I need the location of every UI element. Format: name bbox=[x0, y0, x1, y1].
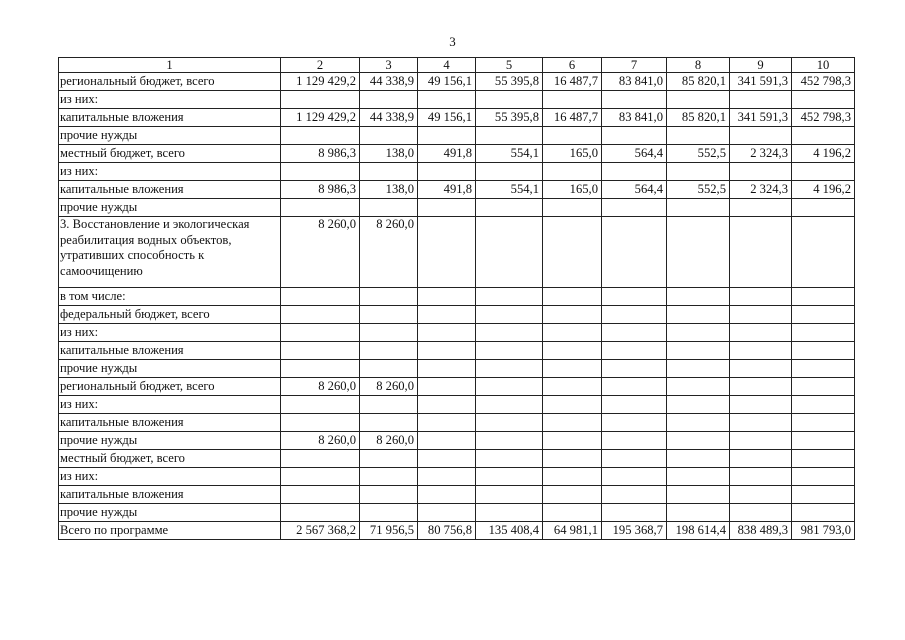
value-cell bbox=[602, 468, 667, 486]
table-row bbox=[59, 145, 855, 163]
value-cell bbox=[476, 127, 543, 145]
value-cell bbox=[792, 414, 855, 432]
value-cell bbox=[730, 504, 792, 522]
value-cell bbox=[730, 306, 792, 324]
value-cell bbox=[730, 199, 792, 217]
value-cell bbox=[418, 468, 476, 486]
value-cell: 8 986,3 bbox=[281, 181, 360, 199]
value-cell bbox=[602, 217, 667, 288]
value-cell bbox=[476, 324, 543, 342]
value-cell bbox=[418, 324, 476, 342]
value-cell: 83 841,0 bbox=[602, 73, 667, 91]
value-cell bbox=[281, 199, 360, 217]
value-cell: 138,0 bbox=[360, 181, 418, 199]
value-cell bbox=[360, 342, 418, 360]
row-label: региональный бюджет, всего bbox=[59, 378, 281, 396]
value-cell bbox=[281, 127, 360, 145]
value-cell bbox=[360, 360, 418, 378]
value-cell bbox=[476, 432, 543, 450]
value-cell bbox=[476, 360, 543, 378]
value-cell bbox=[730, 378, 792, 396]
value-cell: 552,5 bbox=[667, 145, 730, 163]
value-cell: 452 798,3 bbox=[792, 73, 855, 91]
value-cell bbox=[543, 486, 602, 504]
value-cell bbox=[476, 306, 543, 324]
value-cell bbox=[476, 396, 543, 414]
value-cell bbox=[792, 199, 855, 217]
value-cell bbox=[543, 504, 602, 522]
value-cell bbox=[476, 468, 543, 486]
value-cell bbox=[543, 360, 602, 378]
value-cell bbox=[418, 360, 476, 378]
value-cell: 44 338,9 bbox=[360, 109, 418, 127]
value-cell: 8 260,0 bbox=[360, 217, 418, 288]
value-cell bbox=[543, 414, 602, 432]
value-cell: 2 567 368,2 bbox=[281, 522, 360, 540]
row-label: прочие нужды bbox=[59, 127, 281, 145]
value-cell: 491,8 bbox=[418, 181, 476, 199]
value-cell: 838 489,3 bbox=[730, 522, 792, 540]
table-row bbox=[59, 504, 855, 522]
value-cell bbox=[792, 306, 855, 324]
value-cell bbox=[418, 288, 476, 306]
table-row bbox=[59, 324, 855, 342]
row-label: прочие нужды bbox=[59, 504, 281, 522]
value-cell bbox=[667, 432, 730, 450]
value-cell bbox=[281, 360, 360, 378]
value-cell bbox=[543, 199, 602, 217]
value-cell bbox=[730, 360, 792, 378]
value-cell: 55 395,8 bbox=[476, 73, 543, 91]
value-cell: 1 129 429,2 bbox=[281, 109, 360, 127]
table-row bbox=[59, 450, 855, 468]
value-cell: 8 260,0 bbox=[281, 217, 360, 288]
page-number: 3 bbox=[449, 34, 456, 49]
value-cell bbox=[602, 127, 667, 145]
value-cell bbox=[602, 396, 667, 414]
value-cell: 165,0 bbox=[543, 145, 602, 163]
value-cell: 564,4 bbox=[602, 145, 667, 163]
value-cell bbox=[418, 217, 476, 288]
value-cell bbox=[543, 288, 602, 306]
value-cell bbox=[281, 324, 360, 342]
value-cell: 138,0 bbox=[360, 145, 418, 163]
value-cell bbox=[476, 486, 543, 504]
value-cell: 554,1 bbox=[476, 145, 543, 163]
value-cell bbox=[281, 468, 360, 486]
value-cell: 44 338,9 bbox=[360, 73, 418, 91]
value-cell bbox=[667, 288, 730, 306]
table-row bbox=[59, 127, 855, 145]
table-row bbox=[59, 306, 855, 324]
value-cell bbox=[730, 91, 792, 109]
table-row bbox=[59, 199, 855, 217]
value-cell bbox=[792, 396, 855, 414]
value-cell bbox=[281, 306, 360, 324]
value-cell bbox=[792, 486, 855, 504]
value-cell bbox=[730, 396, 792, 414]
value-cell bbox=[543, 217, 602, 288]
row-label: капитальные вложения bbox=[59, 486, 281, 504]
value-cell bbox=[667, 360, 730, 378]
value-cell bbox=[730, 288, 792, 306]
value-cell bbox=[543, 468, 602, 486]
value-cell: 554,1 bbox=[476, 181, 543, 199]
table-row bbox=[59, 432, 855, 450]
value-cell bbox=[476, 504, 543, 522]
value-cell: 8 260,0 bbox=[360, 432, 418, 450]
value-cell bbox=[667, 378, 730, 396]
value-cell bbox=[667, 306, 730, 324]
value-cell: 83 841,0 bbox=[602, 109, 667, 127]
value-cell bbox=[667, 468, 730, 486]
value-cell bbox=[281, 342, 360, 360]
value-cell: 981 793,0 bbox=[792, 522, 855, 540]
value-cell bbox=[360, 414, 418, 432]
value-cell: 8 260,0 bbox=[281, 378, 360, 396]
value-cell bbox=[418, 486, 476, 504]
value-cell bbox=[360, 288, 418, 306]
value-cell bbox=[730, 163, 792, 181]
value-cell bbox=[360, 486, 418, 504]
value-cell bbox=[543, 91, 602, 109]
value-cell: 341 591,3 bbox=[730, 109, 792, 127]
row-label: капитальные вложения bbox=[59, 342, 281, 360]
budget-table bbox=[58, 57, 855, 540]
value-cell bbox=[602, 450, 667, 468]
value-cell: 2 324,3 bbox=[730, 145, 792, 163]
value-cell bbox=[792, 342, 855, 360]
value-cell bbox=[360, 468, 418, 486]
value-cell bbox=[418, 306, 476, 324]
column-header: 8 bbox=[667, 58, 730, 73]
table-row bbox=[59, 468, 855, 486]
value-cell: 16 487,7 bbox=[543, 73, 602, 91]
value-cell bbox=[281, 504, 360, 522]
value-cell bbox=[418, 504, 476, 522]
row-label: местный бюджет, всего bbox=[59, 450, 281, 468]
value-cell bbox=[281, 288, 360, 306]
value-cell bbox=[281, 450, 360, 468]
value-cell: 16 487,7 bbox=[543, 109, 602, 127]
row-label: капитальные вложения bbox=[59, 181, 281, 199]
value-cell: 64 981,1 bbox=[543, 522, 602, 540]
table-row bbox=[59, 181, 855, 199]
value-cell bbox=[476, 288, 543, 306]
value-cell bbox=[667, 486, 730, 504]
table-row bbox=[59, 91, 855, 109]
value-cell bbox=[543, 432, 602, 450]
value-cell bbox=[792, 324, 855, 342]
value-cell: 552,5 bbox=[667, 181, 730, 199]
value-cell bbox=[602, 342, 667, 360]
value-cell bbox=[543, 342, 602, 360]
value-cell: 80 756,8 bbox=[418, 522, 476, 540]
table-row bbox=[59, 396, 855, 414]
value-cell bbox=[602, 288, 667, 306]
value-cell bbox=[360, 91, 418, 109]
value-cell bbox=[418, 163, 476, 181]
table-row bbox=[59, 486, 855, 504]
table-row bbox=[59, 360, 855, 378]
value-cell bbox=[476, 217, 543, 288]
column-header: 5 bbox=[476, 58, 543, 73]
value-cell bbox=[360, 324, 418, 342]
column-header: 2 bbox=[281, 58, 360, 73]
value-cell bbox=[476, 378, 543, 396]
row-label: прочие нужды bbox=[59, 199, 281, 217]
row-label: прочие нужды bbox=[59, 432, 281, 450]
value-cell bbox=[792, 468, 855, 486]
row-label: из них: bbox=[59, 324, 281, 342]
value-cell bbox=[360, 127, 418, 145]
value-cell bbox=[602, 486, 667, 504]
value-cell: 8 986,3 bbox=[281, 145, 360, 163]
row-label: 3. Восстановление и экологическая реабилитация водных объектов, утративших способность к самоочищению bbox=[59, 217, 281, 288]
row-label: капитальные вложения bbox=[59, 109, 281, 127]
value-cell bbox=[543, 127, 602, 145]
value-cell bbox=[418, 199, 476, 217]
value-cell: 2 324,3 bbox=[730, 181, 792, 199]
column-header: 4 bbox=[418, 58, 476, 73]
value-cell bbox=[360, 199, 418, 217]
value-cell bbox=[360, 306, 418, 324]
value-cell: 55 395,8 bbox=[476, 109, 543, 127]
value-cell bbox=[418, 414, 476, 432]
value-cell bbox=[730, 127, 792, 145]
value-cell bbox=[792, 360, 855, 378]
table-row bbox=[59, 163, 855, 181]
table-row bbox=[59, 288, 855, 306]
row-label: местный бюджет, всего bbox=[59, 145, 281, 163]
table-row bbox=[59, 378, 855, 396]
value-cell bbox=[730, 432, 792, 450]
value-cell bbox=[792, 127, 855, 145]
value-cell: 165,0 bbox=[543, 181, 602, 199]
value-cell bbox=[730, 324, 792, 342]
table-header-row bbox=[59, 58, 855, 73]
value-cell: 85 820,1 bbox=[667, 73, 730, 91]
value-cell bbox=[360, 504, 418, 522]
value-cell bbox=[667, 504, 730, 522]
value-cell bbox=[602, 414, 667, 432]
value-cell bbox=[667, 217, 730, 288]
value-cell bbox=[418, 378, 476, 396]
value-cell bbox=[730, 486, 792, 504]
column-header: 10 bbox=[792, 58, 855, 73]
value-cell bbox=[360, 450, 418, 468]
value-cell: 4 196,2 bbox=[792, 145, 855, 163]
value-cell bbox=[792, 432, 855, 450]
value-cell bbox=[418, 450, 476, 468]
value-cell bbox=[667, 324, 730, 342]
value-cell bbox=[602, 504, 667, 522]
value-cell bbox=[667, 163, 730, 181]
value-cell bbox=[281, 414, 360, 432]
value-cell bbox=[543, 378, 602, 396]
column-header: 7 bbox=[602, 58, 667, 73]
value-cell bbox=[792, 217, 855, 288]
value-cell: 1 129 429,2 bbox=[281, 73, 360, 91]
value-cell bbox=[667, 396, 730, 414]
column-header: 9 bbox=[730, 58, 792, 73]
column-header: 1 bbox=[59, 58, 281, 73]
value-cell bbox=[543, 324, 602, 342]
value-cell bbox=[730, 217, 792, 288]
value-cell bbox=[418, 127, 476, 145]
value-cell: 71 956,5 bbox=[360, 522, 418, 540]
row-label: прочие нужды bbox=[59, 360, 281, 378]
table-row bbox=[59, 109, 855, 127]
value-cell bbox=[602, 360, 667, 378]
value-cell bbox=[418, 91, 476, 109]
value-cell bbox=[667, 450, 730, 468]
value-cell bbox=[667, 414, 730, 432]
value-cell: 135 408,4 bbox=[476, 522, 543, 540]
value-cell bbox=[281, 396, 360, 414]
value-cell bbox=[281, 486, 360, 504]
value-cell bbox=[792, 163, 855, 181]
value-cell: 8 260,0 bbox=[281, 432, 360, 450]
table-body bbox=[59, 73, 855, 540]
value-cell: 198 614,4 bbox=[667, 522, 730, 540]
value-cell: 491,8 bbox=[418, 145, 476, 163]
value-cell: 341 591,3 bbox=[730, 73, 792, 91]
row-label: капитальные вложения bbox=[59, 414, 281, 432]
value-cell: 564,4 bbox=[602, 181, 667, 199]
value-cell bbox=[476, 450, 543, 468]
value-cell bbox=[543, 163, 602, 181]
table-row bbox=[59, 414, 855, 432]
value-cell: 49 156,1 bbox=[418, 73, 476, 91]
value-cell bbox=[667, 127, 730, 145]
value-cell bbox=[281, 163, 360, 181]
value-cell bbox=[281, 91, 360, 109]
row-label: из них: bbox=[59, 468, 281, 486]
row-label: в том числе: bbox=[59, 288, 281, 306]
value-cell bbox=[667, 342, 730, 360]
table-row bbox=[59, 217, 855, 288]
row-label: из них: bbox=[59, 163, 281, 181]
value-cell bbox=[476, 199, 543, 217]
value-cell bbox=[602, 91, 667, 109]
value-cell bbox=[792, 91, 855, 109]
value-cell: 195 368,7 bbox=[602, 522, 667, 540]
value-cell bbox=[730, 414, 792, 432]
value-cell bbox=[418, 396, 476, 414]
value-cell bbox=[476, 91, 543, 109]
column-header: 6 bbox=[543, 58, 602, 73]
value-cell bbox=[418, 342, 476, 360]
value-cell bbox=[602, 306, 667, 324]
value-cell: 452 798,3 bbox=[792, 109, 855, 127]
value-cell bbox=[602, 163, 667, 181]
value-cell: 8 260,0 bbox=[360, 378, 418, 396]
row-label: Всего по программе bbox=[59, 522, 281, 540]
value-cell: 85 820,1 bbox=[667, 109, 730, 127]
value-cell bbox=[602, 199, 667, 217]
value-cell bbox=[602, 324, 667, 342]
value-cell: 49 156,1 bbox=[418, 109, 476, 127]
value-cell bbox=[543, 450, 602, 468]
value-cell bbox=[792, 450, 855, 468]
value-cell bbox=[730, 342, 792, 360]
value-cell bbox=[543, 396, 602, 414]
table-row bbox=[59, 342, 855, 360]
value-cell bbox=[730, 450, 792, 468]
value-cell bbox=[667, 91, 730, 109]
value-cell: 4 196,2 bbox=[792, 181, 855, 199]
row-label: из них: bbox=[59, 91, 281, 109]
value-cell bbox=[792, 504, 855, 522]
value-cell bbox=[602, 378, 667, 396]
column-header: 3 bbox=[360, 58, 418, 73]
row-label: из них: bbox=[59, 396, 281, 414]
value-cell bbox=[476, 414, 543, 432]
value-cell bbox=[792, 288, 855, 306]
value-cell bbox=[360, 396, 418, 414]
row-label: федеральный бюджет, всего bbox=[59, 306, 281, 324]
value-cell bbox=[667, 199, 730, 217]
value-cell bbox=[418, 432, 476, 450]
row-label: региональный бюджет, всего bbox=[59, 73, 281, 91]
value-cell bbox=[543, 306, 602, 324]
value-cell bbox=[476, 163, 543, 181]
value-cell bbox=[476, 342, 543, 360]
value-cell bbox=[360, 163, 418, 181]
value-cell bbox=[792, 378, 855, 396]
value-cell bbox=[730, 468, 792, 486]
table-row bbox=[59, 522, 855, 540]
value-cell bbox=[602, 432, 667, 450]
table-row bbox=[59, 73, 855, 91]
